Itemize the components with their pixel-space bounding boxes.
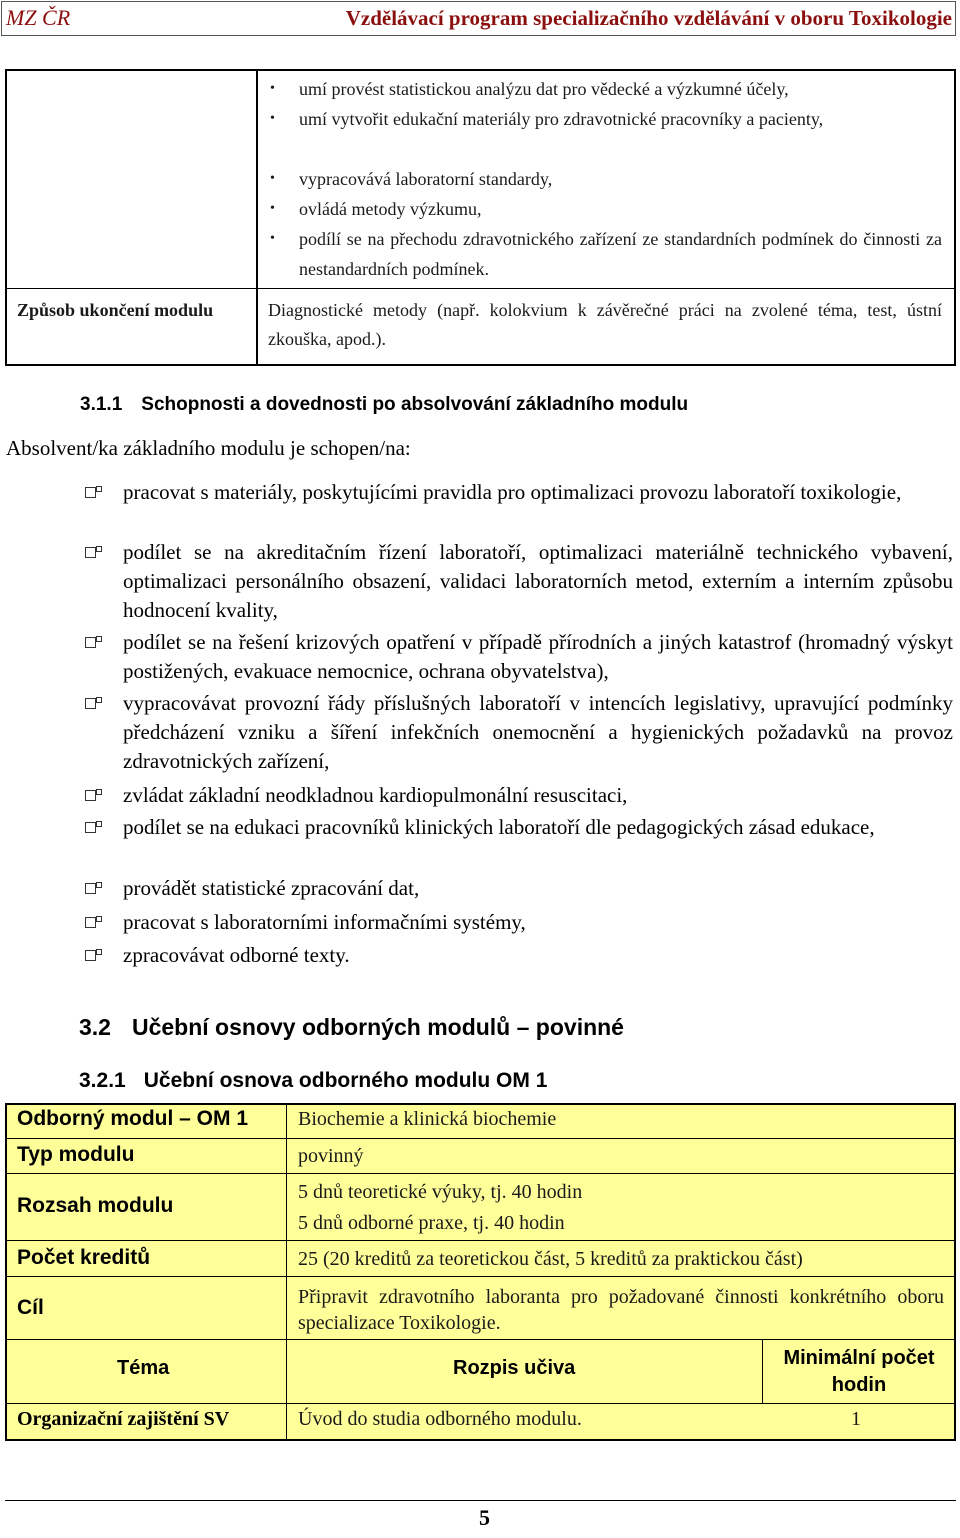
section-heading-3-2-1 <box>79 1069 547 1093</box>
min-hours-header: Minimální počet hodin <box>783 1347 935 1396</box>
content-header: Rozpis učiva <box>453 1357 576 1379</box>
checkbox-bullet-icon <box>85 487 96 498</box>
section-number: 3.2 <box>79 1014 111 1040</box>
page-number: 5 <box>479 1505 490 1530</box>
table-column-divider <box>256 69 258 366</box>
header-ministry: MZ ČR <box>6 5 71 30</box>
list-item: podílet se na akreditačním řízení laboratoří, optimalizaci materiálně technického vybavení, optimalizaci personálního obsazení, validaci laboratorních metod, externím a interním způsobu hodnocení kvality, <box>85 538 953 625</box>
table-column-divider <box>286 1339 287 1440</box>
header-program-title: Vzdělávací program specializačního vzdělávání v oboru Toxikologie <box>345 6 952 30</box>
table-row-divider <box>5 1138 956 1139</box>
checkbox-bullet-icon <box>85 698 96 709</box>
module-scope-practice: 5 dnů odborné praxe, tj. 40 hodin <box>298 1212 565 1234</box>
list-item: vypracovávat provozní řády příslušných laboratoří v intencích legislativy, upravující podmínky předcházení vzniku a šíření infekčních onemocnění a hygienických požadavků na provoz zdravotnických zařízení, <box>85 689 953 776</box>
table-row-divider <box>5 1339 956 1340</box>
list-item: pracovat s materiály, poskytujícími pravidla pro optimalizaci provozu laboratoří toxikologie, <box>85 478 953 507</box>
checkbox-bullet-icon <box>85 547 96 558</box>
credits-label: Počet kreditů <box>17 1246 151 1269</box>
table-row-divider <box>5 1403 956 1404</box>
section-number: 3.1.1 <box>80 394 123 415</box>
table-row-divider <box>5 1173 956 1174</box>
competency-bullet: • podílí se na přechodu zdravotnického zařízení ze standardních podmínek do činnosti za nestandardních podmínek. <box>272 224 942 284</box>
list-item: pracovat s laboratorními informačními systémy, <box>85 908 953 937</box>
checkbox-bullet-icon <box>85 917 96 928</box>
section-heading-3-2 <box>79 1014 624 1041</box>
module-scope-label: Rozsah modulu <box>17 1194 174 1217</box>
module-label: Odborný modul – OM 1 <box>17 1107 249 1130</box>
goal-value: Připravit zdravotního laboranta pro požadované činnosti konkrétního oboru specializace Toxikologie. <box>298 1286 944 1334</box>
content-cell: Úvod do studia odborného modulu. <box>298 1408 582 1430</box>
module-type-value: povinný <box>298 1145 364 1167</box>
section-number: 3.2.1 <box>79 1069 126 1092</box>
ending-method-label: Způsob ukončení modulu <box>17 300 214 320</box>
table-column-divider <box>762 1339 763 1403</box>
list-item: provádět statistické zpracování dat, <box>85 874 953 903</box>
table-column-divider <box>286 1103 287 1340</box>
list-item: podílet se na řešení krizových opatření v případě přírodních a jiných katastrof (hromadný výskyt postižených, evakuace nemocnice, ochrana obyvatelstva), <box>85 628 953 686</box>
checkbox-bullet-icon <box>85 883 96 894</box>
list-item: zvládat základní neodkladnou kardiopulmonální resuscitaci, <box>85 781 953 810</box>
checkbox-bullet-icon <box>85 790 96 801</box>
section-title: Učební osnovy odborných modulů – povinné <box>131 1014 624 1040</box>
competency-bullet: • vypracovává laboratorní standardy, <box>272 164 942 194</box>
module-name: Biochemie a klinická biochemie <box>298 1108 557 1130</box>
topic-cell: Organizační zajištění SV <box>17 1408 230 1430</box>
module-type-label: Typ modulu <box>17 1143 135 1166</box>
intro-text: Absolvent/ka základního modulu je schopen/na: <box>6 436 411 460</box>
footer-divider <box>5 1500 956 1501</box>
competency-bullet: • umí provést statistickou analýzu dat pro vědecké a výzkumné účely, <box>272 74 942 104</box>
checkbox-bullet-icon <box>85 637 96 648</box>
credits-value: 25 (20 kreditů za teoretickou část, 5 kreditů za praktickou část) <box>298 1248 803 1270</box>
list-item: podílet se na edukaci pracovníků klinických laboratoří dle pedagogických zásad edukace, <box>85 813 953 842</box>
table-row-divider <box>5 288 956 289</box>
competency-bullet: • ovládá metody výzkumu, <box>272 194 942 224</box>
table-row-divider <box>5 1276 956 1277</box>
topic-header: Téma <box>117 1357 170 1379</box>
ending-method-text: Diagnostické metody (např. kolokvium k závěrečné práci na zvolené téma, test, ústní zkouška, apod.). <box>268 300 942 349</box>
table-row-divider <box>5 1240 956 1241</box>
competency-bullet: • umí vytvořit edukační materiály pro zdravotnické pracovníky a pacienty, <box>272 104 942 134</box>
checkbox-bullet-icon <box>85 822 96 833</box>
list-item: zpracovávat odborné texty. <box>85 941 953 970</box>
module-scope-theory: 5 dnů teoretické výuky, tj. 40 hodin <box>298 1181 583 1203</box>
checkbox-bullet-icon <box>85 950 96 961</box>
goal-label: Cíl <box>17 1296 44 1319</box>
hours-cell: 1 <box>851 1408 861 1430</box>
section-heading-3-1-1 <box>80 394 688 416</box>
section-title: Učební osnova odborného modulu OM 1 <box>143 1069 548 1092</box>
section-title: Schopnosti a dovednosti po absolvování základního modulu <box>141 394 689 415</box>
